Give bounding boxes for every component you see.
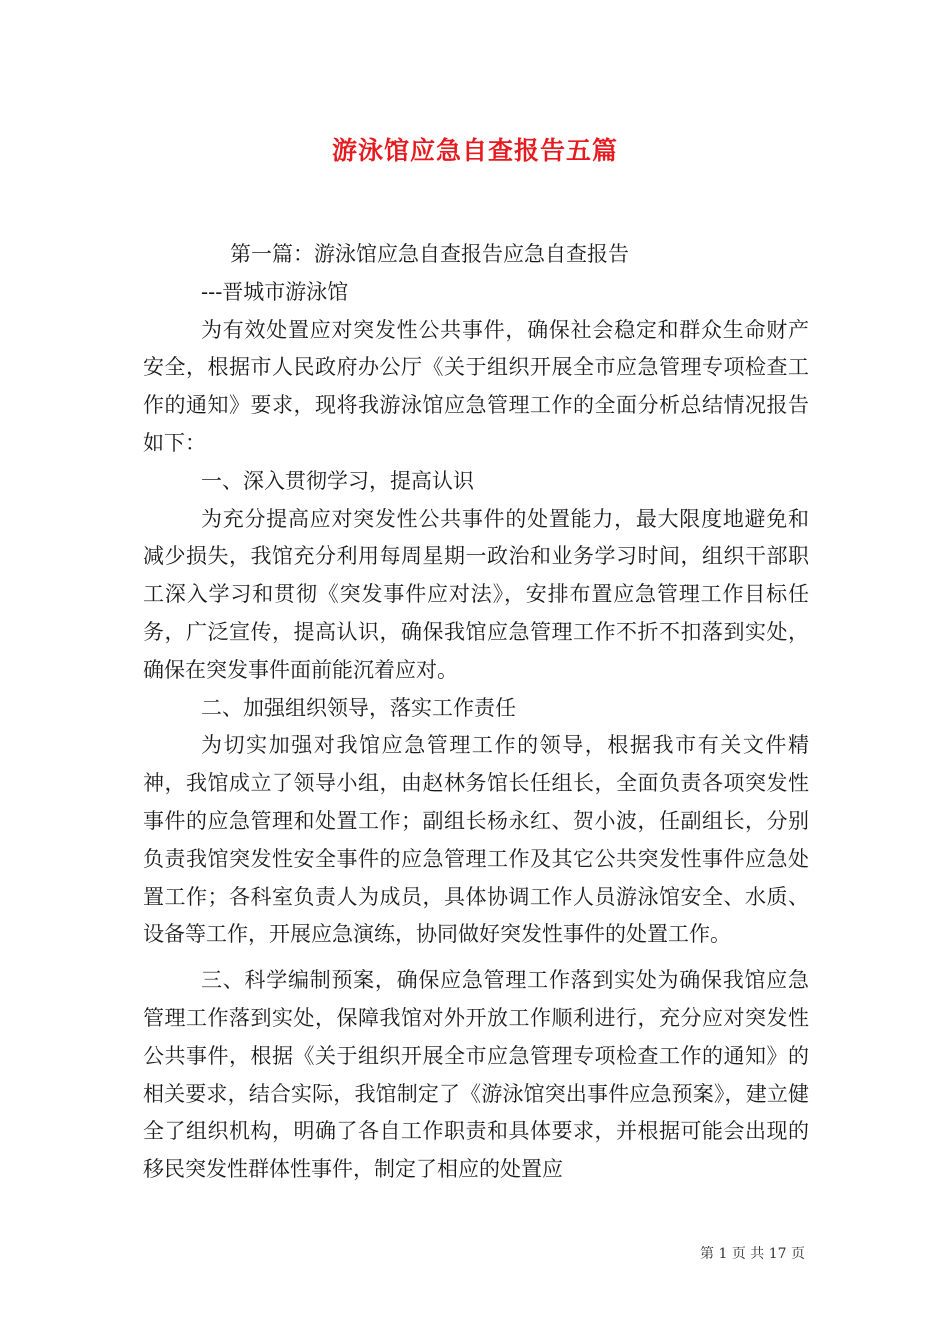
document-title: 游泳馆应急自查报告五篇	[331, 136, 618, 165]
section-one-heading: 一、深入贯彻学习，提高认识	[201, 468, 474, 493]
organization-subheading: ---晋城市游泳馆	[201, 279, 349, 304]
section-one-paragraph: 为充分提高应对突发性公共事件的处置能力，最大限度地避免和减少损失，我馆充分利用每周星期一政治和业务学习时间，组织干部职工深入学习和贯彻《突发事件应对法》，安排布置应急管理工作目标任务，广泛宣传，提高认识，确保我馆应急管理工作不折不扣落到实处，确保在突发事件面前能沉着应对。	[143, 506, 809, 682]
section-two-heading: 二、加强组织领导，落实工作责任	[201, 695, 516, 720]
section-two-paragraph: 为切实加强对我馆应急管理工作的领导，根据我市有关文件精神，我馆成立了领导小组，由赵林务馆长任组长，全面负责各项突发性事件的应急管理和处置工作；副组长杨永红、贺小波，任副组长，分别负责我馆突发性安全事件的应急管理工作及其它公共突发性事件应急处置工作；各科室负责人为成员，具体协调工作人员游泳馆安全、水质、设备等工作，开展应急演练，协同做好突发性事件的处置工作。	[143, 733, 809, 947]
section-heading: 第一篇：游泳馆应急自查报告应急自查报告	[230, 242, 629, 266]
page-number: 第 1 页 共 17 页	[700, 1246, 805, 1262]
intro-paragraph: 为有效处置应对突发性公共事件，确保社会稳定和群众生命财产安全，根据市人民政府办公厅《关于组织开展全市应急管理专项检查工作的通知》要求，现将我游泳馆应急管理工作的全面分析总结情况报告如下：	[143, 317, 809, 455]
section-three-paragraph: 三、科学编制预案，确保应急管理工作落到实处为确保我馆应急管理工作落到实处，保障我馆对外开放工作顺利进行，充分应对突发性公共事件，根据《关于组织开展全市应急管理专项检查工作的通知》的相关要求，结合实际，我馆制定了《游泳馆突出事件应急预案》，建立健全了组织机构，明确了各自工作职责和具体要求，并根据可能会出现的移民突发性群体性事件，制定了相应的处置应	[143, 968, 809, 1182]
document-body	[143, 236, 809, 1189]
